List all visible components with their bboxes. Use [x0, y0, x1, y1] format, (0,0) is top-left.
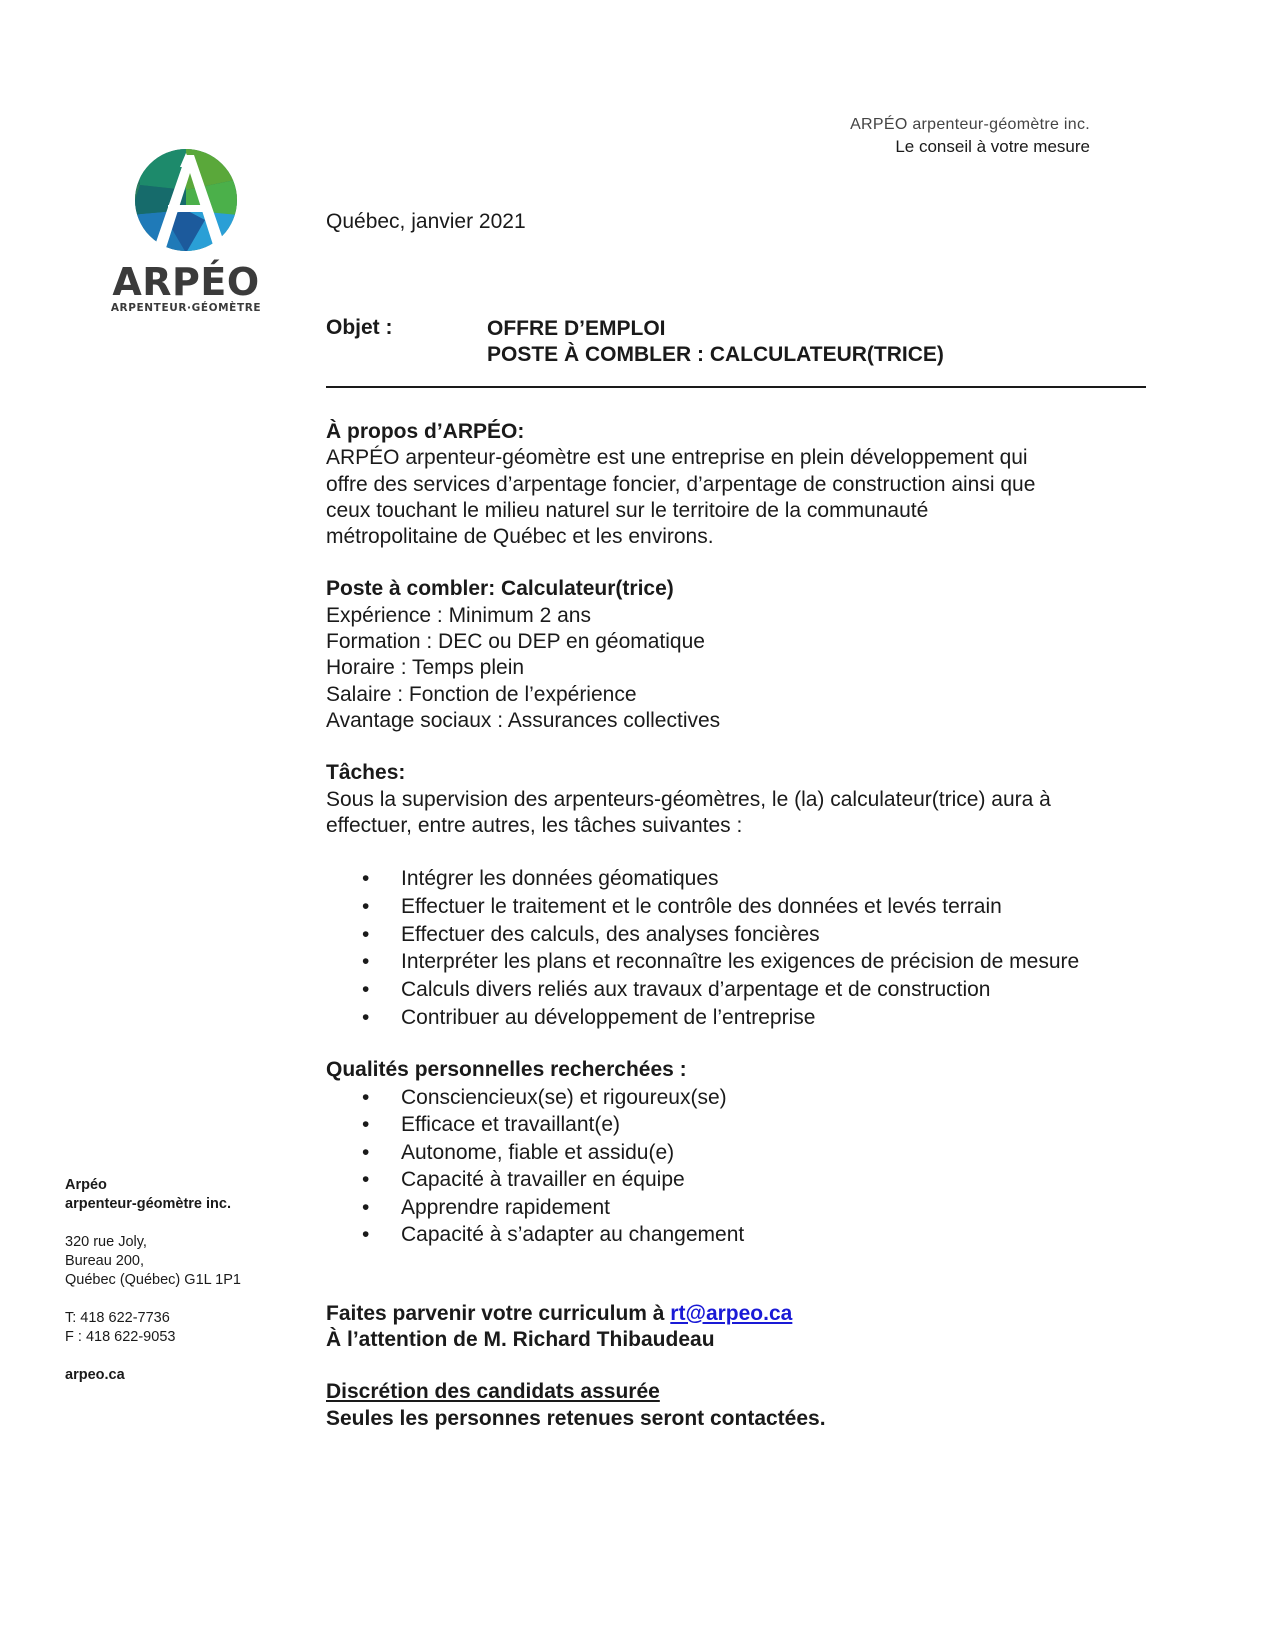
list-item: • Calculs divers reliés aux travaux d’arpentage et de construction	[326, 976, 1156, 1004]
subject-text	[487, 316, 944, 368]
attention-line: À l’attention de M. Richard Thibaudeau	[326, 1327, 715, 1351]
tasks-heading: Tâches:	[326, 761, 406, 785]
letter-date: Québec, janvier 2021	[326, 210, 526, 233]
list-item: • Intégrer les données géomatiques	[326, 865, 1156, 893]
letterhead	[850, 116, 1090, 157]
discretion-note: Discrétion des candidats assurée	[326, 1380, 660, 1404]
list-item: • Effectuer des calculs, des analyses foncières	[326, 921, 1156, 949]
position-detail: Horaire : Temps plein	[326, 656, 525, 680]
about-line: ARPÉO arpenteur-géomètre est une entreprise en plein développement qui	[326, 446, 1028, 470]
company-tagline: Le conseil à votre mesure	[895, 137, 1090, 156]
tasks-list	[326, 865, 1156, 1031]
arpeo-logo	[110, 145, 262, 314]
sidebar-name: Arpéo	[65, 1177, 107, 1193]
position-detail: Expérience : Minimum 2 ans	[326, 603, 591, 627]
sidebar-fax: F : 418 622-9053	[65, 1329, 176, 1345]
position-detail: Avantage sociaux : Assurances collectives	[326, 708, 721, 732]
position-heading: Poste à combler: Calculateur(trice)	[326, 577, 674, 601]
sidebar-address: 320 rue Joly,	[65, 1234, 147, 1250]
qualities-heading: Qualités personnelles recherchées :	[326, 1058, 687, 1082]
sidebar-contact	[65, 1176, 295, 1385]
send-cv-line	[326, 1301, 1156, 1327]
list-item: • Capacité à travailler en équipe	[326, 1166, 1156, 1194]
position-detail: Salaire : Fonction de l’expérience	[326, 682, 637, 706]
sidebar-address: Bureau 200,	[65, 1253, 145, 1269]
tasks-intro: effectuer, entre autres, les tâches suivantes :	[326, 813, 743, 837]
tasks-intro: Sous la supervision des arpenteurs-géomètres, le (la) calculateur(trice) aura à	[326, 787, 1051, 811]
about-line: métropolitaine de Québec et les environs.	[326, 525, 714, 549]
position-detail: Formation : DEC ou DEP en géomatique	[326, 630, 705, 654]
list-item: • Autonome, fiable et assidu(e)	[326, 1139, 1156, 1167]
list-item: • Efficace et travaillant(e)	[326, 1111, 1156, 1139]
divider	[326, 386, 1146, 388]
list-item: • Apprendre rapidement	[326, 1194, 1156, 1222]
sidebar-address: Québec (Québec) G1L 1P1	[65, 1272, 241, 1288]
about-line: ceux touchant le milieu naturel sur le territoire de la communauté	[326, 498, 929, 522]
about-line: offre des services d’arpentage foncier, d’arpentage de construction ainsi que	[326, 472, 1036, 496]
subject-label: Objet :	[326, 316, 393, 339]
sidebar-name: arpenteur-géomètre inc.	[65, 1196, 231, 1212]
list-item: • Consciencieux(se) et rigoureux(se)	[326, 1084, 1156, 1112]
contact-note: Seules les personnes retenues seront contactées.	[326, 1406, 826, 1430]
logo-subtitle: ARPENTEUR·GÉOMÈTRE	[110, 302, 262, 314]
send-cv-text: Faites parvenir votre curriculum à	[326, 1301, 671, 1325]
list-item: • Contribuer au développement de l’entreprise	[326, 1004, 1156, 1032]
logo-wordmark: ARPÉO	[112, 260, 260, 304]
letter-body	[326, 419, 1156, 1432]
sidebar-phone: T: 418 622-7736	[65, 1310, 170, 1326]
about-heading: À propos d’ARPÉO:	[326, 420, 525, 443]
list-item: • Effectuer le traitement et le contrôle des données et levés terrain	[326, 893, 1156, 921]
sidebar-website[interactable]: arpeo.ca	[65, 1367, 125, 1383]
list-item: • Interpréter les plans et reconnaître les exigences de précision de mesure	[326, 948, 1156, 976]
email-link[interactable]: rt@arpeo.ca	[670, 1301, 793, 1325]
logo-emblem-icon	[110, 145, 262, 255]
subject-line-1: OFFRE D’EMPLOI	[487, 317, 666, 340]
subject-line-2: POSTE À COMBLER : CALCULATEUR(TRICE)	[487, 343, 944, 366]
qualities-list	[326, 1084, 1156, 1249]
list-item: • Capacité à s’adapter au changement	[326, 1221, 1156, 1249]
company-name: ARPÉO arpenteur-géomètre inc.	[850, 116, 1090, 133]
